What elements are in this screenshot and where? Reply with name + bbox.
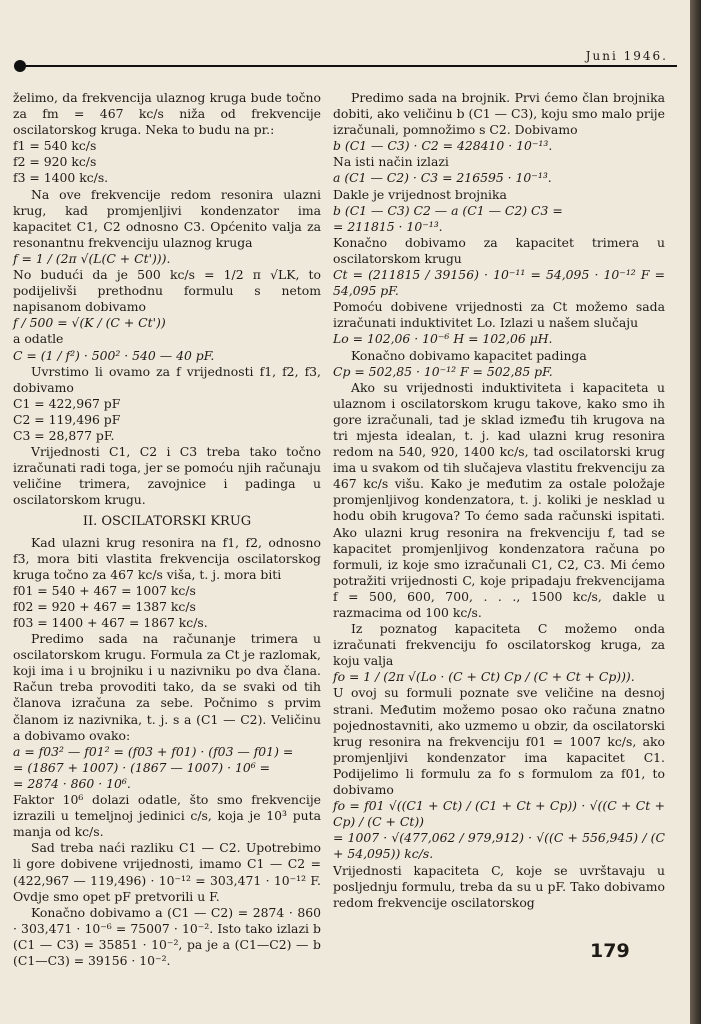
paragraph: Iz poznatog kapaciteta C možemo onda izračunati frekvenciju fo oscilatorskog kruga, za koju valja	[333, 621, 665, 669]
equation: a (C1 — C2) · C3 = 216595 · 10⁻¹³.	[333, 170, 552, 186]
paragraph: f03 = 1400 + 467 = 1867 kc/s.	[13, 615, 208, 630]
paragraph: Vrijednosti kapaciteta C, koje se uvrštavaju u posljednju formulu, treba da su u pF. Tako dobivamo redom frekvencije oscilatorskog	[333, 862, 665, 910]
paragraph: Konačno dobivamo a (C1 — C2) = 2874 · 860 · 303,471 · 10⁻⁶ = 75007 · 10⁻². Isto tako izlazi b (C1 — C3) = 35851 · 10⁻², pa je a (C1—C2) — b (C1—C3) = 39156 · 10⁻².	[13, 904, 321, 968]
equation: = (1867 + 1007) · (1867 — 1007) · 10⁶ =	[13, 759, 271, 775]
equation: b (C1 — C3) C2 — a (C1 — C2) C3 =	[333, 202, 563, 218]
section-heading: II. OSCILATORSKI KRUG	[82, 514, 252, 530]
paragraph: Kad ulazni krug resonira na f1, f2, odnosno f3, mora biti vlastita frekvencija oscilatorskog kruga točno za 467 kc/s viša, t. j. mora biti	[13, 534, 321, 582]
paragraph: želimo, da frekvencija ulaznog kruga bude točno za fm = 467 kc/s niža od frekvencije oscilatorskog kruga. Neka to budu na pr.:	[13, 90, 321, 138]
paragraph: Faktor 10⁶ dolazi odatle, što smo frekvencije izrazili u temeljnoj jedinici c/s, koja je 10³ puta manja od kc/s.	[13, 792, 321, 840]
paragraph: f3 = 1400 kc/s.	[13, 170, 109, 186]
equation: fo = 1 / (2π √(Lo · (C + Ct) Cp / (C + Ct + Cp))).	[333, 669, 635, 685]
header-date: Juni 1946.	[585, 49, 668, 63]
equation: fo = f01 √((C1 + Ct) / (C1 + Ct + Cp)) · √((C + Ct + Cp) / (C + Ct))	[333, 798, 665, 830]
book-spine	[690, 0, 701, 1024]
paragraph: Na ove frekvencije redom resonira ulazni krug, kad promjenljivi kondenzator ima kapacitet C1, C2 odnosno C3. Općenito valja za resonantnu frekvenciju ulaznog kruga	[13, 186, 321, 250]
paragraph: Vrijednosti C1, C2 i C3 treba tako točno izračunati radi toga, jer se pomoću njih računaju veličine trimera, zavojnice i padinga u oscilatorskom krugu.	[13, 444, 321, 508]
equation: Ct = (211815 / 39156) · 10⁻¹¹ = 54,095 · 10⁻¹² F = 54,095 pF.	[333, 267, 665, 299]
paragraph: No budući da je 500 kc/s = 1/2 π √LK, to podijelivši prethodnu formulu s netom napisanom dobivamo	[13, 267, 321, 315]
paragraph: C3 = 28,877 pF.	[13, 427, 115, 443]
paragraph: Sad treba naći razliku C1 — C2. Upotrebimo li gore dobivene vrijednosti, imamo C1 — C2 = (422,967 — 119,496) · 10⁻¹² = 303,471 · 10⁻¹² F. Ovdje smo opet pF pretvorili u F.	[13, 840, 321, 904]
equation: = 2874 · 860 · 10⁶.	[13, 775, 131, 791]
paragraph: f02 = 920 + 467 = 1387 kc/s	[13, 598, 196, 614]
right-column	[333, 90, 665, 911]
equation: = 211815 · 10⁻¹³.	[333, 218, 443, 234]
paragraph: Ako su vrijednosti induktiviteta i kapaciteta u ulaznom i oscilatorskom krugu takove, kako smo ih gore izračunali, tad je sklad između tih krugova na tri mjesta idealan, t. j. kad ulazni krug resonira redom na 540, 920, 1400 kc/s, tad oscilatorski krug ima u svakom od tih slučajeva vlastitu frekvenciju za 467 kc/s višu. Kako je međutim za ostale položaje promjenljivog kondenzatora, t. j. koliki je nesklad u hodu obih krugova? To ćemo sada računski ispitati. Ako ulazni krug resonira na frekvenciju f, tad se kapacitet promjenljivog kondenzatora računa po formuli, iz koje smo izračunali C1, C2, C3. Mi ćemo potražiti vrijednosti C, koje pripadaju frekvencijama f = 500, 600, 700, . . ., 1500 kc/s, dakle u razmacima od 100 kc/s.	[333, 379, 665, 620]
equation: Lo = 102,06 · 10⁻⁶ H = 102,06 μH.	[333, 331, 553, 347]
paragraph: Uvrstimo li ovamo za f vrijednosti f1, f2, f3, dobivamo	[13, 363, 321, 395]
paragraph: f1 = 540 kc/s	[13, 138, 97, 154]
page-number: 179	[590, 940, 630, 962]
paragraph: C2 = 119,496 pF	[13, 411, 121, 427]
paragraph: Konačno dobivamo kapacitet padinga	[351, 347, 587, 363]
paragraph: f2 = 920 kc/s	[13, 154, 97, 170]
paragraph: Dakle je vrijednost brojnika	[333, 186, 507, 202]
paragraph: Predimo sada na brojnik. Prvi ćemo član brojnika dobiti, ako veličinu b (C1 — C3), koju smo malo prije izračunali, pomnožimo s C2. Dobivamo	[333, 90, 665, 138]
paragraph: Konačno dobivamo za kapacitet trimera u oscilatorskom krugu	[333, 234, 665, 266]
equation: f / 500 = √(K / (C + Ct'))	[13, 315, 166, 331]
paragraph: Na isti način izlazi	[333, 154, 449, 170]
left-column	[13, 90, 321, 969]
paragraph: U ovoj su formuli poznate sve veličine na desnoj strani. Međutim možemo posao oko računa znatno pojednostavniti, ako uzmemo u obzir, da oscilatorski krug resonira na frekvenciju f01 = 1007 kc/s, ako promjenljivi kondenzator ima kapacitet C1. Podijelimo li formulu za fo s formulom za f01, to dobivamo	[333, 685, 665, 798]
paragraph: Pomoću dobivene vrijednosti za Ct možemo sada izračunati induktivitet Lo. Izlazi u našem slučaju	[333, 299, 665, 331]
equation: f = 1 / (2π √(L(C + Ct'))).	[13, 250, 171, 266]
paragraph: Predimo sada na računanje trimera u oscilatorskom krugu. Formula za Ct je razlomak, koji ima i u brojniku i u nazivniku po dva člana. Račun treba provoditi tako, da se svaki od tih članova izračuna za sebe. Počnimo s prvim članom iz nazivnika, t. j. s a (C1 — C2). Veličinu a dobivamo ovako:	[13, 631, 321, 743]
equation: Cp = 502,85 · 10⁻¹² F = 502,85 pF.	[333, 363, 553, 379]
equation: b (C1 — C3) · C2 = 428410 · 10⁻¹³.	[333, 138, 553, 154]
equation: = 1007 · √(477,062 / 979,912) · √((C + 556,945) / (C + 54,095)) kc/s.	[333, 830, 665, 862]
paragraph: C1 = 422,967 pF	[13, 395, 121, 411]
paragraph: a odatle	[13, 331, 64, 347]
paragraph: f01 = 540 + 467 = 1007 kc/s	[13, 582, 196, 598]
header-rule	[22, 65, 677, 67]
equation: a = f03² — f01² = (f03 + f01) · (f03 — f01) =	[13, 743, 294, 759]
equation: C = (1 / f²) · 500² · 540 — 40 pF.	[13, 347, 215, 363]
